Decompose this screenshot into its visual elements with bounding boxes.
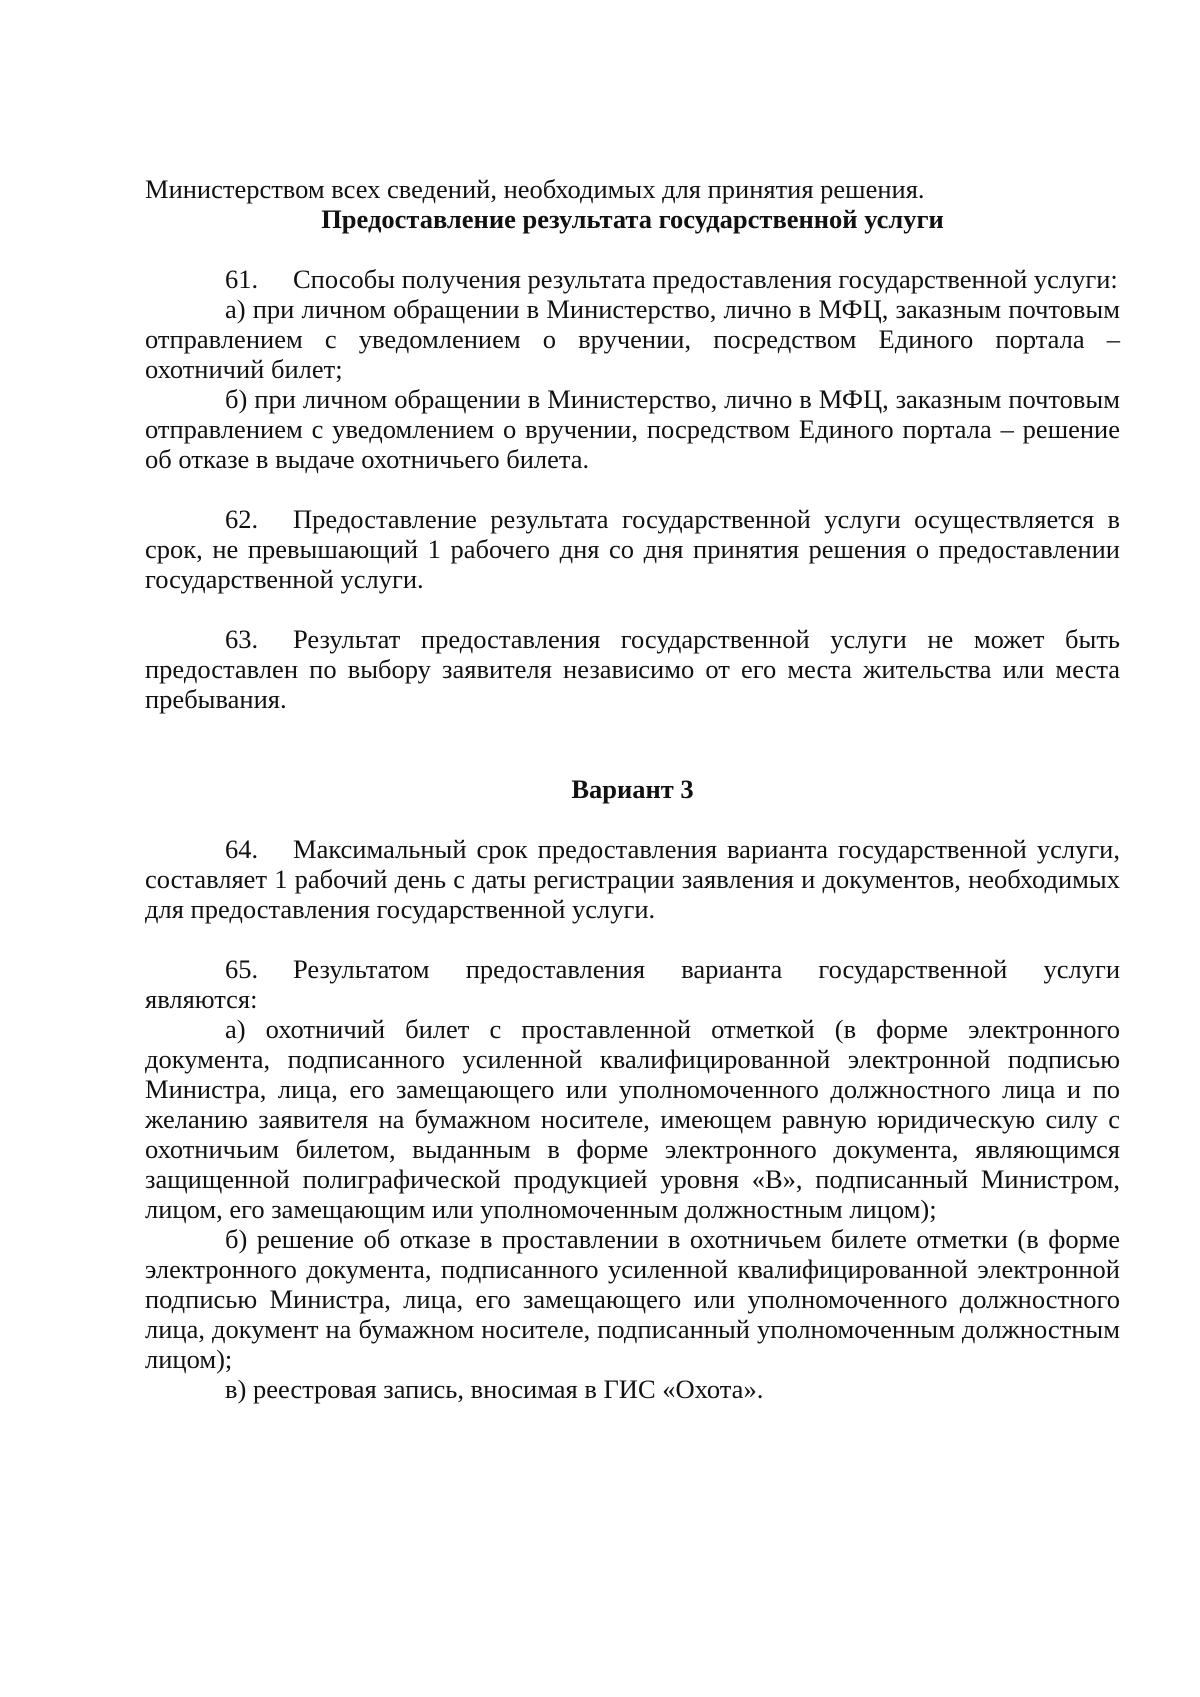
page-content (145, 174, 1120, 1404)
clause-65-number: 65. (225, 954, 259, 984)
clause-61-number: 61. (225, 264, 259, 294)
clause-62-number: 62. (225, 504, 259, 534)
clause-65-item-b: б) решение об отказе в проставлении в охотничьем билете отметки (в форме электронного документа, подписанного усиленной квалифицированной электронной подписью Министра, лица, его замещающего или уполномоченного должностного лица, документ на бумажном носителе, подписанный уполномоченным должностным лицом); (145, 1224, 1120, 1374)
section-heading-result: Предоставление результата государственной услуги (321, 204, 944, 234)
clause-62-text: Предоставление результата государственной услуги осуществляется в срок, не превышающий 1 рабочего дня со дня принятия решения о предоставлении государственной услуги. (145, 504, 1120, 594)
clause-65-text: Результатом предоставления варианта государственной услуги являются: (145, 954, 1120, 1014)
clause-65-item-a: а) охотничий билет с проставленной отметкой (в форме электронного документа, подписанного усиленной квалифицированной электронной подписью Министра, лица, его замещающего или уполномоченного должностного лица и по желанию заявителя на бумажном носителе, имеющем равную юридическую силу с охотничьим билетом, выданным в форме электронного документа, являющимся защищенной полиграфической продукцией уровня «В», подписанный Министром, лицом, его замещающим или уполномоченным должностным лицом); (145, 1014, 1120, 1224)
clause-63 (145, 624, 1120, 714)
clause-61 (145, 264, 1120, 294)
clause-61-item-a: а) при личном обращении в Министерство, лично в МФЦ, заказным почтовым отправлением с уведомлением о вручении, посредством Единого портала – охотничий билет; (145, 294, 1120, 384)
clause-61-text: Способы получения результата предоставления государственной услуги: (293, 264, 1118, 294)
clause-63-text: Результат предоставления государственной услуги не может быть предоставлен по выбору заявителя независимо от его места жительства или места пребывания. (145, 624, 1120, 714)
clause-61-item-b: б) при личном обращении в Министерство, лично в МФЦ, заказным почтовым отправлением с уведомлением о вручении, посредством Единого портала – решение об отказе в выдаче охотничьего билета. (145, 384, 1120, 474)
section-heading-variant: Вариант 3 (571, 774, 694, 804)
clause-65-item-c: в) реестровая запись, вносимая в ГИС «Охота». (225, 1374, 764, 1404)
clause-64-number: 64. (225, 834, 259, 864)
clause-63-number: 63. (225, 624, 259, 654)
clause-64 (145, 834, 1120, 924)
clause-65 (145, 954, 1120, 1014)
clause-64-text: Максимальный срок предоставления варианта государственной услуги, составляет 1 рабочий день с даты регистрации заявления и документов, необходимых для предоставления государственной услуги. (145, 834, 1120, 924)
intro-line: Министерством всех сведений, необходимых для принятия решения. (145, 174, 925, 204)
clause-62 (145, 504, 1120, 594)
